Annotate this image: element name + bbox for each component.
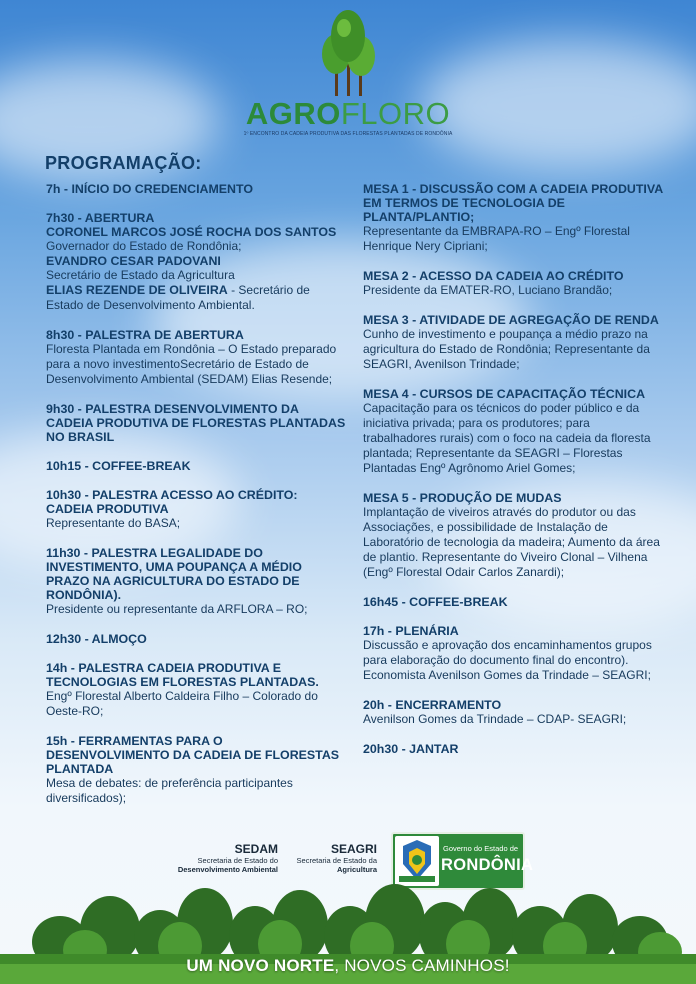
schedule-right-column	[363, 182, 663, 771]
item-title: 20h30 - JANTAR	[363, 742, 459, 756]
slogan	[0, 956, 696, 976]
item-title: 14h - PALESTRA CADEIA PRODUTIVA E TECNOLOGIAS EM FLORESTAS PLANTADAS.	[46, 661, 319, 689]
item-title: 7h - INÍCIO DO CREDENCIAMENTO	[46, 182, 253, 196]
agrofloro-logo	[0, 10, 696, 137]
speaker-role: - Secretário de Estado de Desenvolvimento Ambiental.	[46, 283, 310, 312]
item-title: MESA 3 - ATIVIDADE DE AGREGAÇÃO DE RENDA	[363, 313, 659, 327]
sedam-title: SEDAM	[234, 842, 278, 856]
schedule-item	[46, 402, 346, 444]
schedule-item	[46, 661, 346, 719]
item-title: 9h30 - PALESTRA DESENVOLVIMENTO DA CADEIA PRODUTIVA DE FLORESTAS PLANTADAS NO BRASIL	[46, 402, 346, 444]
state-emblem-icon	[395, 836, 439, 886]
item-title: 12h30 - ALMOÇO	[46, 632, 147, 646]
item-text: Engº Florestal Alberto Caldeira Filho – Colorado do Oeste-RO;	[46, 689, 318, 718]
sedam-logo	[168, 842, 278, 874]
item-title: 16h45 - COFFEE-BREAK	[363, 595, 508, 609]
speaker-name: ELIAS REZENDE DE OLIVEIRA	[46, 283, 228, 297]
item-text: Representante da EMBRAPA-RO – Engº Florestal Henrique Nery Cipriani;	[363, 224, 630, 253]
item-text: Avenilson Gomes da Trindade – CDAP- SEAGRI;	[363, 712, 627, 726]
schedule-item	[46, 182, 346, 196]
item-text: Presidente da EMATER-RO, Luciano Brandão;	[363, 283, 613, 297]
sedam-line1: Secretaria de Estado do	[197, 856, 278, 865]
schedule-item	[363, 595, 663, 609]
schedule-item	[46, 488, 346, 531]
schedule-item	[46, 546, 346, 617]
speaker-role: Secretário de Estado da Agricultura	[46, 268, 235, 282]
seagri-logo	[290, 842, 377, 874]
schedule-left-column	[46, 182, 346, 821]
schedule-item	[363, 313, 663, 372]
speaker-line	[46, 283, 346, 313]
item-title: 10h15 - COFFEE-BREAK	[46, 459, 191, 473]
schedule-item	[363, 491, 663, 580]
schedule-item-abertura	[46, 211, 346, 313]
speaker-role: Governador do Estado de Rondônia;	[46, 239, 242, 253]
brand-floro: FLORO	[340, 96, 451, 131]
item-title: MESA 2 - ACESSO DA CADEIA AO CRÉDITO	[363, 269, 624, 283]
item-text: Floresta Plantada em Rondônia – O Estado preparado para a novo investimentoSecretário de Estado de Desenvolvimento Ambiental (SEDAM) Elias Resende;	[46, 342, 337, 386]
slogan-rest: , NOVOS CAMINHOS!	[334, 956, 510, 975]
program-title: PROGRAMAÇÃO:	[45, 153, 202, 173]
speaker-name: EVANDRO CESAR PADOVANI	[46, 254, 221, 268]
item-text: Cunho de investimento e poupança a médio prazo na agricultura do Estado de Rondônia; Representante da SEAGRI, Avenilson Trindade;	[363, 327, 650, 371]
slogan-bold: UM NOVO NORTE	[186, 956, 335, 975]
brand-agro: AGRO	[245, 96, 341, 131]
seagri-line1: Secretaria de Estado da	[296, 856, 377, 865]
gov-state-name: RONDÔNIA	[441, 856, 534, 874]
schedule-item	[46, 632, 346, 646]
schedule-item	[363, 387, 663, 476]
seagri-line2: Agricultura	[336, 865, 377, 874]
item-text: Discussão e aprovação dos encaminhamentos grupos para elaboração do documento final do encontro). Economista Avenilson Gomes da Trindade – SEAGRI;	[363, 638, 652, 682]
trees-logo-icon	[308, 10, 388, 98]
item-text: Implantação de viveiros através do produtor ou das Associações, e possibilidade de Instalação de Laboratório de tecnologia da madeira; Aumento da área de plantio. Representante do Viveiro Clonal – Vilhena (Engº Florestal Odair Carlos Zanardi);	[363, 505, 660, 579]
item-title: MESA 1 - DISCUSSÃO COM A CADEIA PRODUTIVA EM TERMOS DE TECNOLOGIA DE PLANTA/PLANTIO;	[363, 182, 663, 224]
schedule-item	[363, 698, 663, 727]
schedule-item	[46, 734, 346, 806]
item-title: 8h30 - PALESTRA DE ABERTURA	[46, 328, 244, 342]
item-text: Mesa de debates: de preferência participantes diversificados);	[46, 776, 293, 805]
brand-subtitle: 1º ENCONTRO DA CADEIA PRODUTIVA DAS FLORESTAS PLANTADAS DE RONDÔNIA	[243, 131, 453, 137]
item-title: 15h - FERRAMENTAS PARA O DESENVOLVIMENTO DA CADEIA DE FLORESTAS PLANTADA	[46, 734, 340, 776]
schedule-item	[46, 328, 346, 387]
item-text: Representante do BASA;	[46, 516, 181, 530]
sedam-line2: Desenvolvimento Ambiental	[177, 865, 278, 874]
item-title: 17h - PLENÁRIA	[363, 624, 459, 638]
speaker-name: CORONEL MARCOS JOSÉ ROCHA DOS SANTOS	[46, 225, 337, 239]
item-title: 10h30 - PALESTRA ACESSO AO CRÉDITO: CADEIA PRODUTIVA	[46, 488, 298, 516]
schedule-item	[363, 182, 663, 254]
item-title: MESA 4 - CURSOS DE CAPACITAÇÃO TÉCNICA	[363, 387, 646, 401]
item-title: 7h30 - ABERTURA	[46, 211, 155, 225]
schedule-item	[46, 459, 346, 473]
item-title: 11h30 - PALESTRA LEGALIDADE DO INVESTIMENTO, UMA POUPANÇA A MÉDIO PRAZO NA AGRICULTURA DO ESTADO DE RONDÔNIA).	[46, 546, 302, 602]
brand-name	[0, 98, 696, 130]
item-title: MESA 5 - PRODUÇÃO DE MUDAS	[363, 491, 562, 505]
item-title: 20h - ENCERRAMENTO	[363, 698, 502, 712]
gov-small-text: Governo do Estado de	[443, 844, 519, 853]
item-text: Presidente ou representante da ARFLORA – RO;	[46, 602, 308, 616]
item-text: Capacitação para os técnicos do poder público e da iniciativa privada; para os produtores; para trabalhadores rurais) com o foco na cadeia da floresta plantada; Representante da SEAGRI – Florestas Plantadas Engº Agrônomo Ariel Gomes;	[363, 401, 651, 475]
schedule-item	[363, 624, 663, 683]
schedule-item	[363, 269, 663, 298]
seagri-title: SEAGRI	[330, 842, 377, 856]
schedule-item	[363, 742, 663, 756]
